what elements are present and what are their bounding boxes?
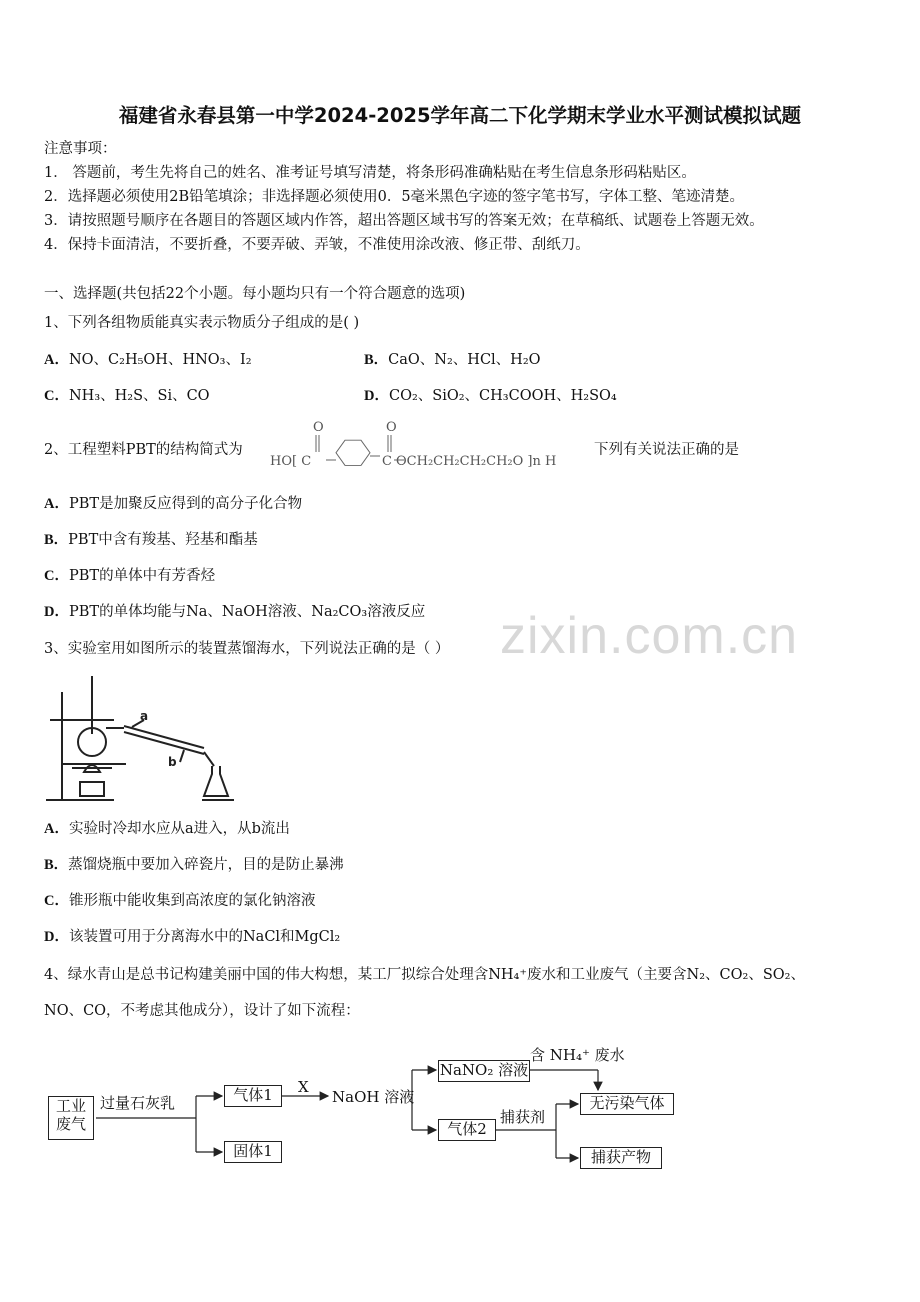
notice-item: 2．选择题必须使用2B铅笔填涂；非选择题必须使用0．5毫米黑色字迹的签字笔书写，字体工整、笔迹清楚。	[44, 189, 745, 205]
q1-option-d: D．CO₂、SiO₂、CH₃COOH、H₂SO₄	[364, 388, 617, 404]
formula-mid: C	[382, 454, 392, 469]
question-4-stem-line1: 4、绿水青山是总书记构建美丽中国的伟大构想，某工厂拟综合处理含NH₄⁺废水和工业废气（主要含N₂、CO₂、SO₂、	[44, 967, 805, 983]
outlet-label-b: b	[168, 755, 177, 769]
box-nano2-solution: NaNO₂ 溶液	[438, 1060, 530, 1082]
label-capture-agent: 捕获剂	[500, 1108, 546, 1126]
label-x: X	[298, 1078, 309, 1096]
box-industrial-waste-gas: 工业 废气	[48, 1096, 94, 1140]
notice-item: 3．请按照题号顺序在各题目的答题区域内作答，超出答题区域书写的答案无效；在草稿纸、试题卷上答题无效。	[44, 213, 764, 229]
label-excess-lime: 过量石灰乳	[100, 1094, 176, 1112]
formula-left: HO[ C	[270, 454, 312, 469]
box-gas-1: 气体1	[224, 1085, 282, 1107]
box-solid-1: 固体1	[224, 1141, 282, 1163]
question-2-stem-tail: 下列有关说法正确的是	[594, 442, 739, 458]
q3-option-a: A．实验时冷却水应从a进入，从b流出	[44, 821, 290, 837]
notice-item: 1． 答题前，考生先将自己的姓名、准考证号填写清楚，将条形码准确粘贴在考生信息条形码粘贴区。	[44, 165, 696, 181]
q2-option-c: C．PBT的单体中有芳香烃	[44, 568, 216, 584]
q2-option-b: B．PBT中含有羧基、羟基和酯基	[44, 532, 258, 548]
section-heading: 一、选择题(共包括22个小题。每小题均只有一个符合题意的选项)	[44, 286, 466, 302]
question-2-stem: 2、工程塑料PBT的结构简式为	[44, 442, 243, 458]
q3-option-b: B．蒸馏烧瓶中要加入碎瓷片，目的是防止暴沸	[44, 857, 344, 873]
notice-item: 4．保持卡面清洁，不要折叠，不要弄破、弄皱，不准使用涂改液、修正带、刮纸刀。	[44, 237, 590, 253]
label-nh4-wastewater: 含 NH₄⁺ 废水	[530, 1046, 625, 1064]
q1-option-c: C．NH₃、H₂S、Si、CO	[44, 388, 210, 404]
q1-option-a: A．NO、C₂H₅OH、HNO₃、I₂	[44, 352, 252, 368]
q3-option-c: C．锥形瓶中能收集到高浓度的氯化钠溶液	[44, 893, 316, 909]
label-naoh-solution: NaOH 溶液	[332, 1088, 415, 1106]
inlet-label-a: a	[140, 709, 149, 723]
box-pollution-free-gas: 无污染气体	[580, 1093, 674, 1115]
question-3-stem: 3、实验室用如图所示的装置蒸馏海水，下列说法正确的是（ ）	[44, 641, 450, 657]
process-flow-diagram	[0, 1040, 920, 1180]
watermark: zixin.com.cn	[500, 607, 799, 665]
box-capture-product: 捕获产物	[580, 1147, 662, 1169]
question-4-stem-line2: NO、CO，不考虑其他成分），设计了如下流程：	[44, 1003, 360, 1019]
distillation-apparatus-diagram	[44, 672, 264, 806]
q2-option-a: A．PBT是加聚反应得到的高分子化合物	[44, 496, 303, 512]
pbt-structure-formula	[270, 418, 590, 474]
carbonyl-oxygen-1: O	[313, 420, 324, 435]
box-gas-2: 气体2	[438, 1119, 496, 1141]
question-1-stem: 1、下列各组物质能真实表示物质分子组成的是( )	[44, 315, 360, 331]
q1-option-b: B．CaO、N₂、HCl、H₂O	[364, 352, 541, 368]
carbonyl-oxygen-2: O	[386, 420, 397, 435]
q2-option-d: D．PBT的单体均能与Na、NaOH溶液、Na₂CO₃溶液反应	[44, 604, 426, 620]
q3-option-d: D．该装置可用于分离海水中的NaCl和MgCl₂	[44, 929, 341, 945]
notice-heading: 注意事项：	[44, 141, 117, 157]
formula-right: OCH₂CH₂CH₂CH₂O ]n H	[396, 454, 557, 469]
page-title: 福建省永春县第一中学2024-2025学年高二下化学期末学业水平测试模拟试题	[118, 104, 802, 127]
